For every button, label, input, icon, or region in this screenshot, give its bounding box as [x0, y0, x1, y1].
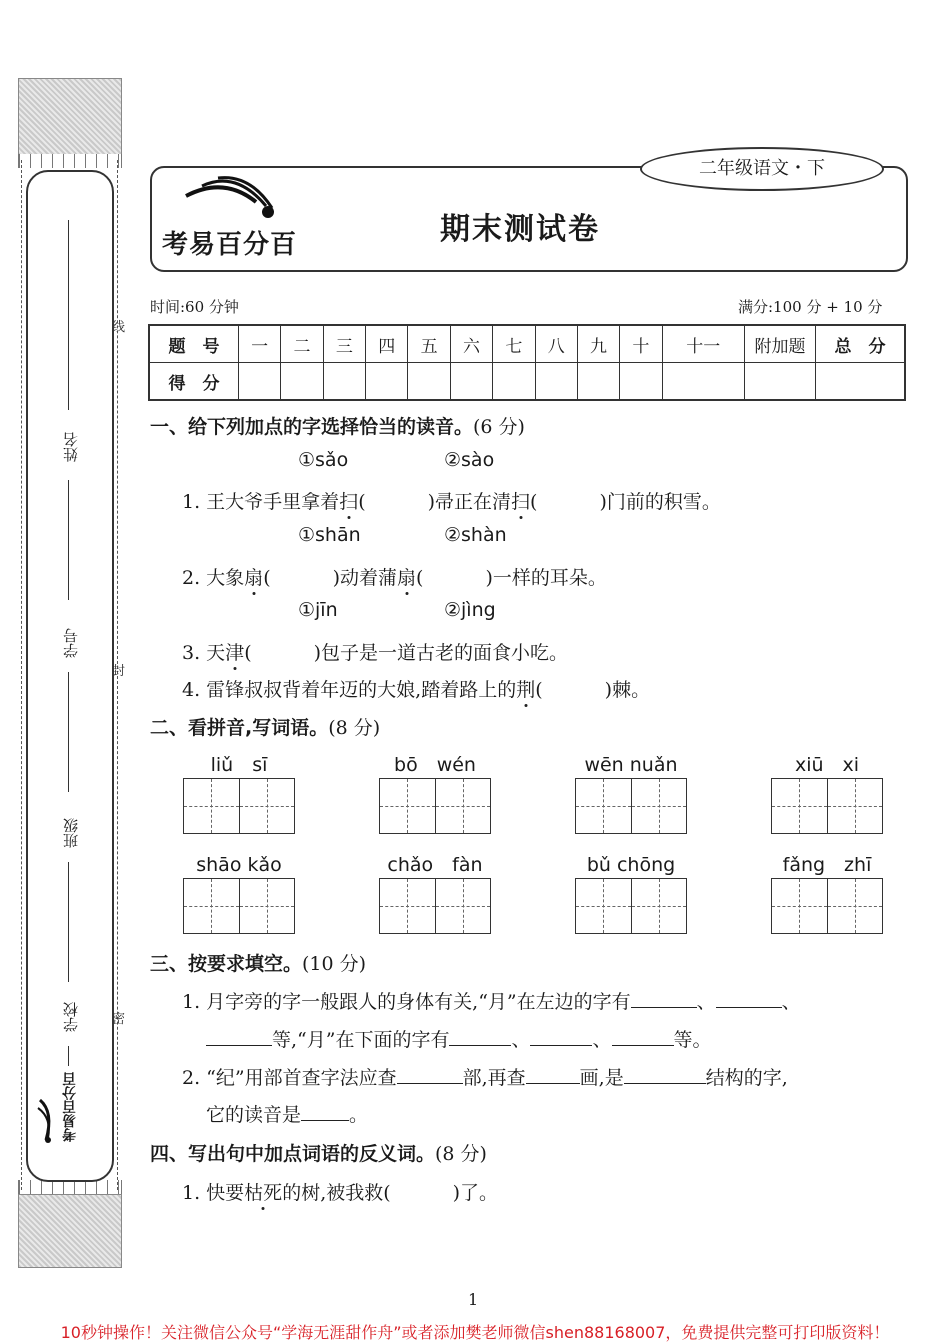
text: )棘。 [604, 679, 651, 701]
text: ( [263, 567, 271, 589]
name-line [68, 220, 69, 410]
answer-blank[interactable] [624, 1083, 706, 1084]
table-cell: 题 号 [149, 325, 239, 363]
answer-blank[interactable] [526, 1083, 580, 1084]
brand-vertical: 考易百分百 [62, 1072, 78, 1142]
writing-grid[interactable] [183, 778, 295, 834]
school-label: 学校 [62, 1002, 80, 1032]
score-input-cell[interactable] [450, 363, 492, 401]
writing-grid[interactable] [183, 878, 295, 934]
text: )动着蒲 [332, 567, 398, 589]
text: ( [358, 491, 366, 513]
q3-item-1-line-1 [182, 987, 801, 1014]
text: 它的读音是 [206, 1104, 302, 1126]
answer-blank[interactable] [449, 1045, 511, 1046]
text: 4. 雷锋叔叔背着年迈的大娘,踏着路上的 [182, 679, 517, 701]
student-id-line [68, 672, 69, 792]
q4-title: 四、写出句中加点词语的反义词。 [150, 1143, 436, 1165]
score-input-cell[interactable] [816, 363, 906, 401]
q1-option: ②sào [444, 449, 495, 471]
school-line [68, 1046, 69, 1066]
score-input-cell[interactable] [323, 363, 365, 401]
binding-hatch-bottom [18, 1194, 122, 1268]
q1-item-4 [182, 675, 650, 702]
table-cell: 十一 [662, 325, 744, 363]
dotted-char: 扫 [339, 491, 359, 513]
answer-blank[interactable] [301, 1120, 349, 1121]
text: 、 [696, 991, 716, 1013]
text: 部,再查 [462, 1067, 526, 1089]
q4-points: (8 分) [435, 1143, 487, 1165]
score-input-cell[interactable] [493, 363, 535, 401]
q1-option: ②jìng [444, 599, 496, 621]
q4-item-1 [182, 1178, 498, 1205]
q1-option: ①sǎo [298, 449, 349, 471]
table-cell: 二 [281, 325, 323, 363]
answer-blank[interactable] [631, 1007, 697, 1008]
q3-heading [150, 949, 366, 976]
table-cell: 得 分 [149, 363, 239, 401]
table-cell: 八 [535, 325, 577, 363]
text: 结构的字, [705, 1067, 788, 1089]
text: 等,“月”在下面的字有 [272, 1029, 450, 1051]
text: )帚正在清 [427, 491, 512, 513]
q1-title: 一、给下列加点的字选择恰当的读音。 [150, 416, 474, 438]
table-cell: 六 [450, 325, 492, 363]
dotted-char: 扇 [397, 567, 417, 589]
q2-points: (8 分) [328, 717, 381, 739]
text: 、 [592, 1029, 612, 1051]
text: ( [416, 567, 424, 589]
cut-char-seal: 封 [112, 664, 126, 679]
class-line [68, 862, 69, 982]
table-cell: 附加题 [745, 325, 816, 363]
cut-char-secret: 密 [112, 1012, 126, 1027]
score-input-cell[interactable] [281, 363, 323, 401]
pinyin-label: chǎo fàn [387, 854, 483, 876]
score-input-cell[interactable] [745, 363, 816, 401]
brand-name: 考易百分百 [162, 230, 298, 260]
pinyin-word-box [771, 752, 883, 834]
writing-grid[interactable] [379, 778, 491, 834]
q1-option: ①jīn [298, 599, 338, 621]
text: 1. 月字旁的字一般跟人的身体有关,“月”在左边的字有 [182, 991, 631, 1013]
pinyin-label: xiū xi [794, 754, 860, 776]
text: ( [530, 491, 538, 513]
table-cell: 三 [323, 325, 365, 363]
writing-grid[interactable] [771, 878, 883, 934]
q3-item-2-line-2 [206, 1100, 368, 1127]
writing-grid[interactable] [379, 878, 491, 934]
pinyin-label: fǎng zhī [782, 854, 872, 876]
q1-item-1 [182, 487, 721, 514]
text: ( [535, 679, 543, 701]
q1-item-2 [182, 563, 607, 590]
score-input-cell[interactable] [408, 363, 450, 401]
text: )了。 [452, 1182, 499, 1204]
score-input-cell[interactable] [662, 363, 744, 401]
name-label: 姓名 [62, 432, 80, 462]
q1-option: ②shàn [444, 524, 507, 546]
text: )包子是一道古老的面食小吃。 [313, 642, 569, 664]
score-input-cell[interactable] [366, 363, 408, 401]
table-cell: 七 [493, 325, 535, 363]
table-cell: 四 [366, 325, 408, 363]
pinyin-word-box [575, 752, 687, 834]
pinyin-word-box [183, 852, 295, 934]
page-title: 期末测试卷 [440, 212, 600, 247]
q1-item-3 [182, 638, 568, 665]
pinyin-word-box [379, 752, 491, 834]
q3-title: 三、按要求填空。 [150, 953, 303, 975]
dotted-char: 扫 [511, 491, 531, 513]
binding-hatch-top [18, 78, 122, 156]
pinyin-label: liǔ sī [210, 754, 268, 776]
text: 2. 大象 [182, 567, 245, 589]
q1-heading [150, 412, 525, 439]
text: 画,是 [579, 1067, 624, 1089]
grade-badge: 二年级语文・下 [640, 147, 884, 191]
q4-heading [150, 1139, 487, 1166]
q3-item-2-line-1 [182, 1063, 788, 1090]
writing-grid[interactable] [575, 878, 687, 934]
text: 1. 王大爷手里拿着 [182, 491, 340, 513]
answer-blank[interactable] [716, 1007, 782, 1008]
binding-ticks-bottom [18, 1180, 122, 1194]
text: 2. “纪”用部首查字法应查 [182, 1067, 397, 1089]
table-cell: 五 [408, 325, 450, 363]
writing-grid[interactable] [575, 778, 687, 834]
pinyin-word-box [575, 852, 687, 934]
pinyin-label: bō wén [394, 754, 476, 776]
text: 。 [349, 1104, 369, 1126]
cut-char-line: 线 [112, 320, 126, 335]
name-line-lower [68, 480, 69, 600]
table-cell: 十 [620, 325, 662, 363]
student-id-label: 学号 [62, 628, 80, 658]
text: )门前的积雪。 [599, 491, 721, 513]
score-input-cell[interactable] [577, 363, 619, 401]
q3-item-1-line-2 [206, 1025, 712, 1052]
pinyin-label: shāo kǎo [196, 854, 282, 876]
q2-heading [150, 713, 380, 740]
table-cell: 九 [577, 325, 619, 363]
answer-blank[interactable] [206, 1045, 272, 1046]
answer-blank[interactable] [530, 1045, 592, 1046]
dotted-char: 荆 [516, 679, 536, 701]
pinyin-label: wēn nuǎn [584, 754, 678, 776]
pinyin-word-box [183, 752, 295, 834]
text: 1. 快要 [182, 1182, 245, 1204]
class-label: 班级 [62, 818, 80, 848]
brand-logo-icon [184, 172, 284, 220]
dotted-word: 枯死 [244, 1182, 283, 1204]
text: 、 [781, 991, 801, 1013]
answer-blank[interactable] [612, 1045, 674, 1046]
writing-grid[interactable] [771, 778, 883, 834]
brand-logo-vertical [36, 1096, 62, 1144]
text: 3. 天 [182, 642, 226, 664]
text: 的树,被我救( [282, 1182, 391, 1204]
q3-points: (10 分) [302, 953, 367, 975]
exam-time: 时间:60 分钟 [150, 298, 239, 316]
cut-line-left [21, 160, 22, 1190]
q1-points: (6 分) [473, 416, 525, 438]
page-number: 1 [468, 1290, 479, 1309]
score-input-cell[interactable] [620, 363, 662, 401]
table-cell: 一 [239, 325, 281, 363]
dotted-char: 津 [225, 642, 245, 664]
pinyin-word-box [771, 852, 883, 934]
text: 、 [511, 1029, 531, 1051]
score-table-score-row [149, 363, 905, 401]
q2-title: 二、看拼音,写词语。 [150, 717, 329, 739]
score-table-header-row [149, 325, 905, 363]
score-input-cell[interactable] [535, 363, 577, 401]
text: )一样的耳朵。 [485, 567, 607, 589]
text: ( [244, 642, 252, 664]
dotted-char: 扇 [244, 567, 264, 589]
full-score: 满分:100 分 + 10 分 [738, 298, 883, 316]
binding-ticks-top [18, 154, 122, 168]
pinyin-word-box [379, 852, 491, 934]
q1-option: ①shān [298, 524, 361, 546]
promo-footer: 10秒钟操作！关注微信公众号“学海无涯甜作舟”或者添加樊老师微信shen88168007，免费提供完整可打印版资料！ [60, 1323, 890, 1342]
score-input-cell[interactable] [239, 363, 281, 401]
answer-blank[interactable] [397, 1083, 463, 1084]
pinyin-label: bǔ chōng [586, 854, 676, 876]
score-table [148, 324, 906, 401]
table-cell: 总 分 [816, 325, 906, 363]
text: 等。 [673, 1029, 712, 1051]
